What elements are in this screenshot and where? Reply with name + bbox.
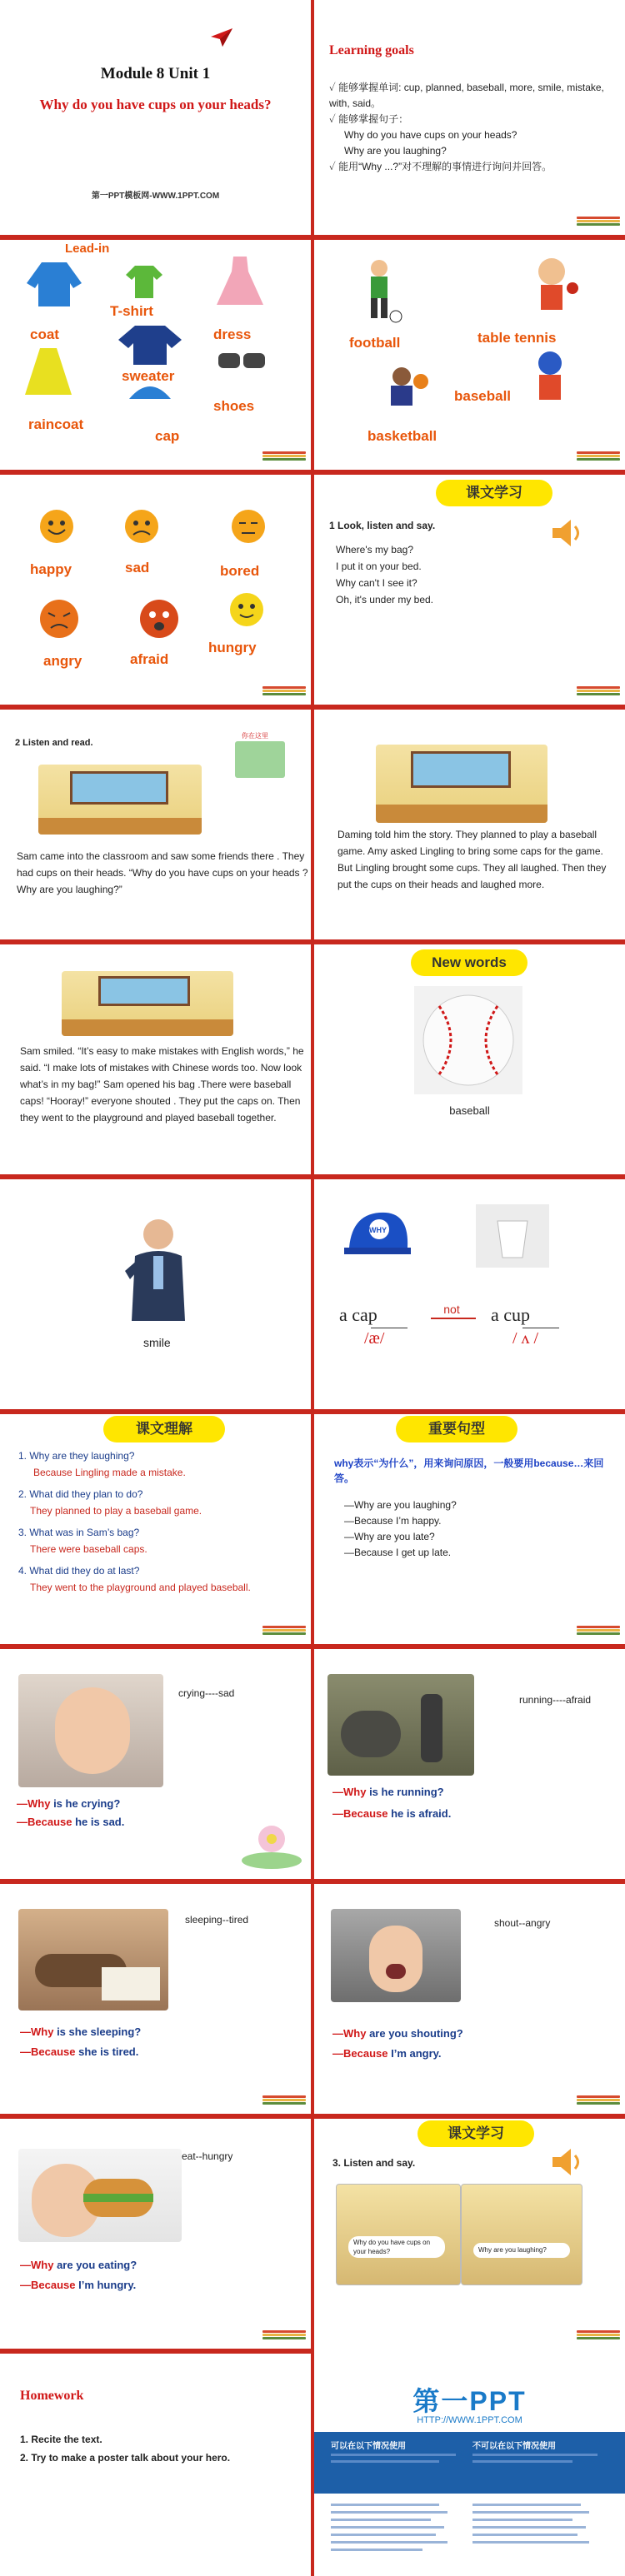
forbidden-title: 不可以在以下情况使用 xyxy=(472,2442,556,2451)
section-pill: New words xyxy=(411,949,528,976)
homework-item: 1. Recite the text. xyxy=(20,2434,102,2445)
word-football: football xyxy=(349,335,401,351)
speech-bubble: Why are you laughing? xyxy=(473,2243,570,2258)
dialogue-line: —Why are you laughing? xyxy=(344,1499,457,1511)
qa-list xyxy=(18,1447,306,1596)
slide-smile xyxy=(0,1174,311,1406)
books-decoration xyxy=(577,217,620,228)
slide-comprehension xyxy=(0,1409,311,1641)
slide-cap-cup xyxy=(314,1174,625,1406)
word-table-tennis: table tennis xyxy=(478,330,557,346)
thumbnail-badge: 你在这里 xyxy=(242,732,268,740)
dialogue-line: —Because I’m happy. xyxy=(344,1515,442,1527)
baseball-picture xyxy=(414,986,522,1094)
books-decoration xyxy=(262,1626,306,1637)
homework-list xyxy=(20,2430,230,2467)
books-decoration xyxy=(262,2330,306,2342)
because-answer: —Because he is sad. xyxy=(17,1816,125,1828)
cap-word: a cap xyxy=(339,1304,378,1325)
question: 3. What was in Sam’s bag? xyxy=(18,1527,140,1538)
sweater-picture xyxy=(117,323,183,366)
link-list-right xyxy=(472,2504,598,2549)
books-decoration xyxy=(577,1626,620,1637)
phonetic-uh: / ʌ / xyxy=(512,1329,539,1348)
question: 4. What did they do at last? xyxy=(18,1565,140,1577)
check-icon: ✓ xyxy=(329,82,336,93)
brand-url[interactable]: HTTP://WWW.1PPT.COM xyxy=(417,2415,522,2425)
why-question: —Why is he crying? xyxy=(17,1797,121,1810)
shouting-boy-picture xyxy=(331,1909,461,2002)
exercise-heading: 3. Listen and say. xyxy=(332,2157,416,2169)
goal-sentence: Why are you laughing? xyxy=(344,145,447,157)
crying-baby-picture xyxy=(18,1674,163,1787)
word-cap: cap xyxy=(155,428,180,444)
table-tennis-player-picture xyxy=(522,255,581,321)
slide-look-listen xyxy=(314,470,625,701)
answer: They planned to play a baseball game. xyxy=(30,1505,202,1517)
why-question: —Why are you eating? xyxy=(20,2259,138,2271)
why-question: —Why is he running? xyxy=(332,1786,444,1798)
word-shoes: shoes xyxy=(213,398,255,414)
leadin-title: Lead-in xyxy=(65,242,110,256)
slide-shouting xyxy=(314,1879,625,2110)
pair-label: shout--angry xyxy=(494,1917,551,1929)
section-pill: 重要句型 xyxy=(396,1416,518,1442)
dialogue-line: —Because I get up late. xyxy=(344,1547,452,1558)
homework-item: 2. Try to make a poster talk about your hero. xyxy=(20,2452,231,2464)
goal-item: ✓ 能够掌握句子： xyxy=(329,113,409,125)
example-dialogue xyxy=(344,1497,457,1561)
cup-word: a cup xyxy=(491,1304,531,1325)
slide-homework xyxy=(0,2349,311,2576)
word-tshirt: T-shirt xyxy=(110,303,153,319)
answer: There were baseball caps. xyxy=(30,1543,148,1555)
brand-logo: 第一PPT xyxy=(412,2386,527,2416)
shoes-picture xyxy=(217,345,267,371)
sleeping-girl-picture xyxy=(18,1909,168,2010)
slide-new-word-baseball xyxy=(314,939,625,1171)
story-text: Daming told him the story. They planned to play a baseball game. Amy asked Lingling to bring some caps for the game. But Lingling brought some cups. They all laughed. Then they put the cups on their heads and laughed more. xyxy=(338,829,607,890)
why-question: —Why are you shouting? xyxy=(332,2027,463,2040)
books-decoration xyxy=(262,451,306,463)
books-decoration xyxy=(262,2095,306,2107)
word-baseball: baseball xyxy=(454,388,512,404)
books-decoration xyxy=(262,686,306,698)
coat-picture xyxy=(25,258,83,308)
answer: Because Lingling made a mistake. xyxy=(33,1467,186,1478)
homework-title: Homework xyxy=(20,2389,84,2403)
question: 1. Why are they laughing? xyxy=(18,1450,135,1462)
dialogue-line: Oh, it's under my bed. xyxy=(336,594,434,605)
pair-label: sleeping--tired xyxy=(185,1914,249,1926)
why-question: —Why is she sleeping? xyxy=(20,2025,142,2038)
phonetic-ae: /æ/ xyxy=(364,1329,385,1348)
raincoat-picture xyxy=(23,346,73,398)
because-answer: —Because I’m angry. xyxy=(332,2047,442,2060)
flower-decoration-icon xyxy=(238,1821,305,1871)
goal-item: ✓ 能够掌握单词: cup, planned, baseball, more, smile, mistake, with, said。 xyxy=(329,82,604,109)
speech-bubble: Why do you have cups on your heads? xyxy=(348,2236,445,2258)
because-answer: —Because I’m hungry. xyxy=(20,2279,137,2291)
baseball-player-picture xyxy=(521,348,579,406)
word-hungry: hungry xyxy=(208,640,257,655)
basketball-player-picture xyxy=(372,365,431,413)
exercise-heading: 1 Look, listen and say. xyxy=(329,520,436,531)
word-happy: happy xyxy=(30,561,72,577)
word-caption: baseball xyxy=(449,1104,490,1117)
eating-boy-picture xyxy=(18,2149,182,2242)
dialogue-line: —Why are you late? xyxy=(344,1531,435,1542)
lesson-question: Why do you have cups on your heads? xyxy=(39,97,272,112)
dialogue-line: I put it on your bed. xyxy=(336,561,422,572)
angry-face-icon xyxy=(38,598,80,640)
running-man-picture xyxy=(328,1674,474,1776)
allowed-title: 可以在以下情况使用 xyxy=(331,2442,406,2451)
bored-face-icon xyxy=(230,508,267,545)
smiling-man-picture xyxy=(117,1213,200,1321)
slide-sleeping xyxy=(0,1879,311,2110)
speaker-icon[interactable] xyxy=(549,2145,586,2179)
slide-feelings xyxy=(0,470,311,701)
word-coat: coat xyxy=(30,326,59,342)
paper-plane-icon xyxy=(211,28,232,47)
slide-key-pattern xyxy=(314,1409,625,1641)
dialogue-line: Why can't I see it? xyxy=(336,577,418,589)
story-text: Sam smiled. “It’s easy to make mistakes with English words,” he said. “I make lots of mistakes with Chinese words too. Now look what’s in my bag!” Sam opened his bag .There were baseball caps! “Hooray!” everyone shouted . They put the caps on. Then they went to the playground and played baseball together. xyxy=(20,1045,304,1124)
slide-story-2 xyxy=(314,705,625,936)
section-pill: 课文学习 xyxy=(436,480,552,506)
check-icon: ✓ xyxy=(329,113,336,125)
classroom-picture xyxy=(38,765,202,835)
grammar-rule: why表示“为什么”，用来询问原因，一般要用because…来回答。 xyxy=(334,1457,604,1484)
word-bored: bored xyxy=(220,563,260,579)
not-line xyxy=(431,1318,476,1319)
word-angry: angry xyxy=(43,653,82,669)
happy-face-icon xyxy=(38,508,75,545)
books-decoration xyxy=(577,686,620,698)
slide-brand-ad xyxy=(314,2349,625,2576)
tshirt-picture xyxy=(125,263,163,300)
hungry-face-icon xyxy=(228,591,265,628)
word-basketball: basketball xyxy=(368,428,438,444)
slide-story-3 xyxy=(0,939,311,1171)
afraid-face-icon xyxy=(138,598,180,640)
books-decoration xyxy=(577,451,620,463)
section-pill: 课文理解 xyxy=(103,1416,225,1442)
slide-crying xyxy=(0,1644,311,1876)
classroom-picture xyxy=(62,971,233,1036)
credit-text: 第一PPT模板网-WWW.1PPT.COM xyxy=(91,192,220,201)
classroom-thumbnail xyxy=(235,741,285,778)
books-decoration xyxy=(577,2330,620,2342)
word-afraid: afraid xyxy=(130,651,169,667)
story-text: Sam came into the classroom and saw some friends there . They had cups on their heads. “Why do you have cups on your heads ?Why are you laughing?” xyxy=(17,850,308,895)
slide-learning-goals xyxy=(314,0,625,232)
slide-listen-read xyxy=(0,705,311,936)
comic-panel-2 xyxy=(461,2184,582,2285)
word-sweater: sweater xyxy=(122,368,175,384)
sad-face-icon xyxy=(123,508,160,545)
word-caption: smile xyxy=(143,1336,171,1349)
word-raincoat: raincoat xyxy=(28,416,84,432)
football-player-picture xyxy=(354,257,404,323)
speaker-icon[interactable] xyxy=(549,516,586,550)
question: 2. What did they plan to do? xyxy=(18,1488,143,1500)
classroom-picture xyxy=(376,745,548,823)
books-decoration xyxy=(577,2095,620,2107)
pair-label: running----afraid xyxy=(519,1694,592,1706)
answer: They went to the playground and played baseball. xyxy=(30,1582,251,1593)
because-answer: —Because he is afraid. xyxy=(332,1807,452,1820)
exercise-heading: 2 Listen and read. xyxy=(15,738,93,748)
slide-title xyxy=(0,0,311,232)
because-answer: —Because she is tired. xyxy=(20,2045,139,2058)
cup-picture xyxy=(476,1204,549,1268)
dress-picture xyxy=(215,255,265,306)
goals-list xyxy=(329,80,621,175)
goal-item: ✓ 能用“Why ...?”对不理解的事情进行询问并回答。 xyxy=(329,161,552,172)
not-label: not xyxy=(443,1303,460,1316)
column-divider xyxy=(311,0,314,2576)
slide-sports xyxy=(314,235,625,466)
cap-logo-text: WHY xyxy=(369,1226,387,1234)
word-sad: sad xyxy=(125,560,150,575)
goal-sentence: Why do you have cups on your heads? xyxy=(344,129,518,141)
check-icon: ✓ xyxy=(329,161,336,172)
dialogue-line: Where's my bag? xyxy=(336,544,413,556)
pair-label: crying----sad xyxy=(178,1687,235,1699)
cap-picture xyxy=(344,1208,411,1266)
slide-running xyxy=(314,1644,625,1876)
dialogue xyxy=(336,541,433,608)
link-list-left xyxy=(331,2504,456,2556)
module-title: Module 8 Unit 1 xyxy=(100,65,211,82)
slide-eating xyxy=(0,2114,311,2345)
goals-title: Learning goals xyxy=(329,43,414,57)
slide-clothes xyxy=(0,235,311,466)
comic-panel-1 xyxy=(336,2184,461,2285)
info-banner xyxy=(314,2432,625,2494)
section-pill: 课文学习 xyxy=(418,2120,534,2147)
word-dress: dress xyxy=(213,326,252,342)
slide-listen-say xyxy=(314,2114,625,2345)
pair-label: eat--hungry xyxy=(182,2150,233,2162)
